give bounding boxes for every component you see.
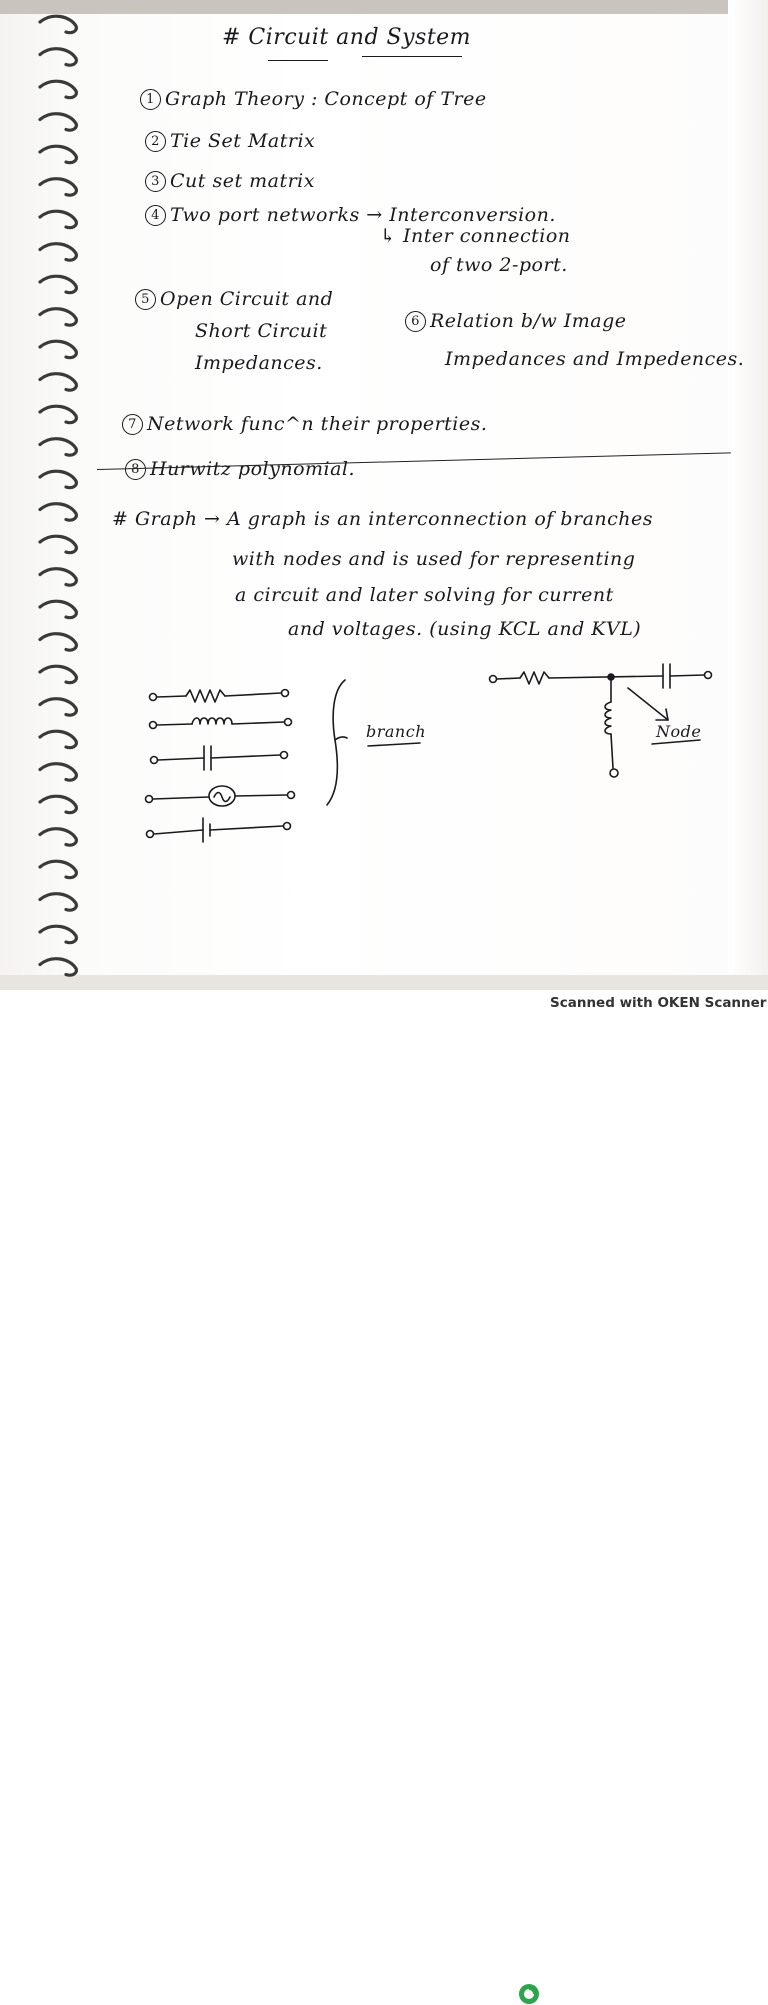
item-text: Hurwitz polynomial. bbox=[150, 458, 356, 480]
item-5-line-2: Short Circuit bbox=[195, 320, 328, 342]
notebook-page bbox=[0, 0, 768, 990]
item-number: 5 bbox=[135, 289, 156, 310]
item-text: Relation b/w Image bbox=[430, 310, 627, 332]
item-text: Open Circuit and bbox=[160, 288, 334, 310]
page-title: # Circuit and System bbox=[222, 25, 472, 50]
graph-para-line-4: and voltages. (using KCL and KVL) bbox=[288, 618, 642, 640]
battery-branch-icon bbox=[147, 818, 291, 842]
item-5-line-3: Impedances. bbox=[195, 352, 323, 374]
item-6-line-2: Impedances and Impedences. bbox=[445, 348, 745, 370]
item-number: 2 bbox=[145, 131, 166, 152]
item-text: Cut set matrix bbox=[170, 170, 315, 192]
item-number: 7 bbox=[122, 414, 143, 435]
item-number: 1 bbox=[140, 89, 161, 110]
item-text: Two port networks → Interconversion. bbox=[170, 204, 556, 226]
item-4-sub-2: of two 2-port. bbox=[430, 254, 568, 276]
oken-scanner-logo-icon bbox=[518, 1983, 540, 2005]
ac-source-branch-icon bbox=[146, 786, 295, 806]
item-number: 6 bbox=[405, 311, 426, 332]
item-number: 8 bbox=[125, 459, 146, 480]
capacitor-branch-icon bbox=[151, 746, 288, 770]
item-4-sub-1: ↳ Inter connection bbox=[380, 225, 571, 247]
graph-para-line-1: # Graph → A graph is an interconnection of branches bbox=[112, 508, 654, 530]
branch-label: branch bbox=[366, 722, 426, 741]
scanner-watermark-text: Scanned with OKEN Scanner bbox=[550, 995, 767, 1011]
inductor-branch-icon bbox=[150, 718, 292, 729]
node-circuit-icon bbox=[490, 664, 712, 777]
graph-para-line-3: a circuit and later solving for current bbox=[235, 584, 614, 606]
graph-para-line-2: with nodes and is used for representing bbox=[232, 548, 636, 570]
item-text: Network func^n their properties. bbox=[147, 413, 488, 435]
item-number: 3 bbox=[145, 171, 166, 192]
item-text: Graph Theory : Concept of Tree bbox=[165, 88, 487, 110]
item-text: Tie Set Matrix bbox=[170, 130, 316, 152]
node-label: Node bbox=[656, 722, 702, 741]
resistor-branch-icon bbox=[150, 690, 289, 703]
item-number: 4 bbox=[145, 205, 166, 226]
brace-icon bbox=[327, 680, 347, 805]
circuit-sketches bbox=[0, 0, 768, 990]
